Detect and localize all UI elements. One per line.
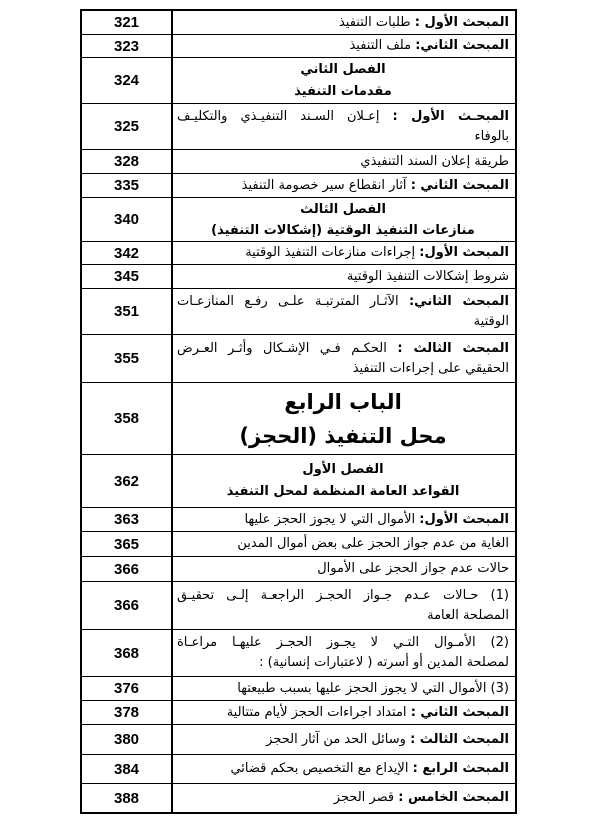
- entry-text: شروط إشكالات التنفيذ الوقتية: [346, 268, 509, 284]
- toc-row: [82, 335, 515, 383]
- entry-text: آثار انقطاع سير خصومة التنفيذ: [241, 177, 407, 193]
- page-number: 325: [82, 104, 173, 149]
- toc-row: [82, 242, 515, 265]
- page-number: 378: [82, 701, 173, 724]
- page-number: 335: [82, 174, 173, 197]
- toc-row: [82, 557, 515, 582]
- toc-entry: [173, 335, 515, 382]
- chapter-number: الفصل الثاني: [300, 62, 386, 77]
- page-number: 340: [82, 198, 173, 241]
- page-number: 376: [82, 677, 173, 700]
- entry-text: طلبات التنفيذ: [338, 14, 411, 30]
- entry-text: قصر الحجز: [333, 790, 395, 805]
- toc-row: [82, 104, 515, 150]
- section-label: المبحث الثاني :: [410, 704, 509, 720]
- toc-entry: [173, 11, 515, 34]
- toc-entry: [173, 582, 515, 629]
- page-number: 384: [82, 755, 173, 783]
- toc-row: [82, 383, 515, 455]
- toc-entry: [173, 242, 515, 264]
- entry-text: الإيداع مع التخصيص بحكم قضائي: [230, 761, 409, 776]
- page-number: 358: [82, 383, 173, 454]
- entry-text: الآثـار المترتبـة علـى رفـع المنازعـات: [177, 293, 399, 309]
- toc-entry: [173, 104, 515, 149]
- entry-text-continued: بالوفاء: [474, 128, 509, 144]
- toc-row: [82, 508, 515, 532]
- toc-entry: [173, 557, 515, 581]
- toc-row: [82, 630, 515, 677]
- chapter-title: منازعات التنفيذ الوقتية (إشكالات التنفيذ): [211, 222, 475, 238]
- toc-entry: [173, 755, 515, 783]
- entry-text-continued: لمصلحة المدين أو أسرته ( لاعتبارات إنسانية) :: [259, 655, 509, 670]
- toc-row: [82, 265, 515, 289]
- entry-text: (3) الأموال التي لا يجوز الحجز عليها بسبب طبيعتها: [237, 680, 509, 696]
- entry-text-continued: المصلحة العامة: [427, 607, 509, 623]
- entry-text-continued: الحقيقي على إجراءات التنفيذ: [352, 360, 509, 376]
- page-number: 366: [82, 582, 173, 629]
- section-label: المبحث الثاني:: [415, 38, 509, 53]
- section-label: المبحث الأول:: [419, 511, 509, 527]
- toc-entry: [173, 150, 515, 173]
- entry-text: (1) حـالات عـدم جـواز الحجـز الراجعـة إلـى تحقيـق: [177, 587, 509, 603]
- page-number: 324: [82, 58, 173, 103]
- toc-entry: [173, 508, 515, 531]
- toc-entry: [173, 35, 515, 57]
- entry-text: الحكـم فـي الإشـكال وأثـر العـرض: [177, 340, 387, 356]
- page-number: 380: [82, 725, 173, 754]
- entry-text: امتداد اجراءات الحجز لأيام متتالية: [226, 704, 407, 720]
- page-number: 345: [82, 265, 173, 288]
- toc-row: [82, 35, 515, 58]
- toc-row: [82, 198, 515, 242]
- toc-row: [82, 150, 515, 174]
- toc-row: [82, 755, 515, 784]
- chapter-number: الفصل الأول: [302, 462, 384, 477]
- toc-entry: [173, 784, 515, 812]
- chapter-heading: [173, 198, 515, 241]
- page-number: 351: [82, 289, 173, 334]
- page-number: 328: [82, 150, 173, 173]
- toc-entry: [173, 725, 515, 754]
- chapter-heading: [173, 58, 515, 103]
- entry-text: حالات عدم جواز الحجز على الأموال: [317, 561, 509, 576]
- entry-text: الغاية من عدم جواز الحجز على بعض أموال المدين: [237, 536, 509, 551]
- toc-entry: [173, 532, 515, 556]
- section-label: المبحث الثالث :: [397, 340, 509, 356]
- toc-entry: [173, 677, 515, 700]
- toc-entry: [173, 630, 515, 676]
- toc-entry: [173, 265, 515, 288]
- entry-text-continued: الوقتية: [473, 313, 509, 329]
- toc-row: [82, 677, 515, 701]
- toc-row: [82, 532, 515, 557]
- toc-entry: [173, 174, 515, 197]
- part-title: محل التنفيذ (الحجز): [239, 423, 447, 448]
- toc-row: [82, 11, 515, 35]
- entry-text: وسائل الحد من آثار الحجز: [266, 731, 406, 747]
- entry-text: ملف التنفيذ: [349, 38, 412, 53]
- toc-row: [82, 58, 515, 104]
- part-heading: [173, 383, 515, 454]
- entry-text: إعـلان السـند التنفيـذي والتكليـف: [177, 108, 380, 124]
- page-number: 366: [82, 557, 173, 581]
- page-number: 355: [82, 335, 173, 382]
- section-label: المبحث الثالث :: [410, 731, 509, 747]
- chapter-number: الفصل الثالث: [300, 202, 386, 217]
- page-number: 363: [82, 508, 173, 531]
- toc-row: [82, 455, 515, 508]
- chapter-title: مقدمات التنفيذ: [294, 83, 392, 99]
- toc-row: [82, 174, 515, 198]
- section-label: المبحـث الأول :: [392, 108, 509, 124]
- toc-row: [82, 582, 515, 630]
- toc-entry: [173, 701, 515, 724]
- page-number: 368: [82, 630, 173, 676]
- toc-row: [82, 289, 515, 335]
- page-number: 321: [82, 11, 173, 34]
- entry-text: طريقة إعلان السند التنفيذي: [360, 153, 509, 169]
- page-number: 365: [82, 532, 173, 556]
- section-label: المبحث الثاني:: [408, 293, 509, 309]
- part-number: الباب الرابع: [284, 389, 402, 414]
- page-number: 388: [82, 784, 173, 812]
- section-label: المبحث الثاني :: [410, 177, 509, 193]
- toc-row: [82, 784, 515, 812]
- entry-text: (2) الأمـوال التـي لا يجـوز الحجـز عليهـا مراعـاة: [177, 635, 509, 650]
- page-number: 362: [82, 455, 173, 507]
- section-label: المبحث الرابع :: [412, 761, 509, 776]
- entry-text: الأموال التي لا يجوز الحجز عليها: [244, 511, 416, 527]
- chapter-heading: [173, 455, 515, 507]
- section-label: المبحث الأول:: [419, 245, 509, 260]
- toc-row: [82, 725, 515, 755]
- toc-row: [82, 701, 515, 725]
- table-of-contents: [80, 9, 517, 814]
- page-number: 342: [82, 242, 173, 264]
- toc-entry: [173, 289, 515, 334]
- section-label: المبحث الخامس :: [398, 790, 509, 805]
- entry-text: إجراءات منازعات التنفيذ الوقتية: [245, 245, 416, 260]
- page-number: 323: [82, 35, 173, 57]
- chapter-title: القواعد العامة المنظمة لمحل التنفيذ: [226, 484, 460, 499]
- section-label: المبحث الأول :: [414, 14, 509, 30]
